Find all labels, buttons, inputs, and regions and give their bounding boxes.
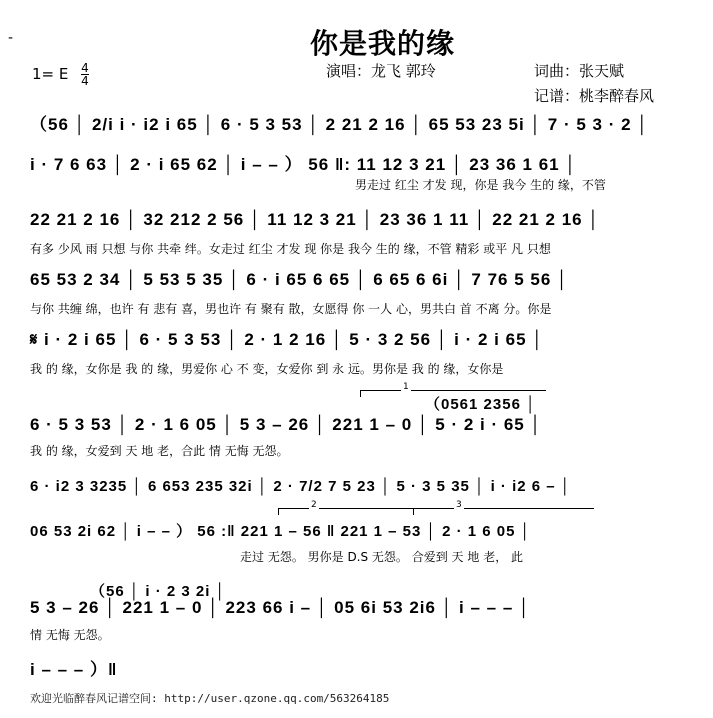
key-label: 1= E bbox=[32, 65, 69, 83]
interlude-overlay-1: （0561 2356 │ bbox=[425, 396, 537, 413]
score-row-3: 22 21 2 16 │ 32 212 2 56 │ 11 12 3 21 │ 23 36 1 11 │ 22 21 2 16 │ bbox=[30, 210, 600, 229]
time-signature bbox=[81, 62, 89, 87]
score-row-7: 6 · i2 3 3235 │ 6 653 235 32i │ 2 · 7/2 7 5 23 │ 5 · 3 5 35 │ i · i2 6 – │ bbox=[30, 478, 572, 495]
score-row-10: i – – – ）‖ bbox=[30, 660, 118, 679]
key-signature bbox=[32, 62, 89, 87]
score-row-2: i · 7 6 63 │ 2 · i 65 62 │ i – – ） 56 ‖: 11 12 3 21 │ 23 36 1 61 │ bbox=[30, 155, 577, 174]
score-row-1: （56 │ 2/i i · i2 i 65 │ 6 · 5 3 53 │ 2 21 2 16 │ 65 53 23 5i │ 7 · 5 3 · 2 │ bbox=[30, 115, 649, 134]
score-row-6: 6 · 5 3 53 │ 2 · 1 6 05 │ 5 3 – 26 │ 221 1 – 0 │ 5 · 2 i · 65 │ bbox=[30, 415, 543, 434]
time-numerator: 4 bbox=[81, 61, 89, 75]
lyric-row-3: 有多 少风 雨 只想 与你 共牵 绊。女走过 红尘 才发 现 你是 我今 生的 缘，不管 精彩 或平 凡 只想 bbox=[30, 242, 551, 256]
lyric-row-5: 我 的 缘，女你是 我 的 缘，男爱你 心 不 变，女爱你 到 永 远。男你是 我 的 缘，女你是 bbox=[30, 362, 504, 376]
singers-credit: 演唱：龙飞 郭玲 bbox=[326, 62, 436, 80]
score-row-9: 5 3 – 26 │ 221 1 – 0 │ 223 66 i – │ 05 6i 53 2i6 │ i – – – │ bbox=[30, 598, 531, 617]
corner-mark: - bbox=[8, 30, 14, 46]
lyric-row-2: 男走过 红尘 才发 现，你是 我今 生的 缘，不管 bbox=[355, 178, 606, 192]
volta-bracket-3: 3 bbox=[413, 508, 594, 515]
lyric-row-8: 走过 无怨。 男你是 D.S 无怨。 合爱到 天 地 老， 此 bbox=[240, 550, 524, 564]
volta-bracket-1: 1 bbox=[360, 390, 546, 397]
score-row-4: 65 53 2 34 │ 5 53 5 35 │ 6 · i 65 6 65 │ 6 65 6 6i │ 7 76 5 56 │ bbox=[30, 270, 569, 289]
lyric-row-6: 我 的 缘，女爱到 天 地 老，合此 情 无悔 无怨。 bbox=[30, 444, 289, 458]
time-denominator: 4 bbox=[81, 74, 89, 88]
lyric-row-4: 与你 共缠 绵，也许 有 悲有 喜，男也许 有 聚有 散，女愿得 你 一人 心，男共白 首 不离 分。你是 bbox=[30, 302, 552, 316]
footer-link-text: 欢迎光临醉春风记谱空间: http://user.qzone.qq.com/563264185 bbox=[30, 692, 390, 705]
interlude-overlay-2: （56 │ i · 2 3 2i │ bbox=[90, 583, 226, 600]
transcriber-credit: 记谱：桃李醉春风 bbox=[534, 87, 655, 105]
lyric-row-9: 情 无悔 无怨。 bbox=[30, 628, 110, 642]
page-title: 你是我的缘 bbox=[310, 27, 456, 60]
lyricist-credit: 词曲：张天赋 bbox=[534, 62, 625, 80]
volta-bracket-2: 2 bbox=[278, 508, 414, 515]
score-row-5: 𝄋 i · 2 i 65 │ 6 · 5 3 53 │ 2 · 1 2 16 │ 5 · 3 2 56 │ i · 2 i 65 │ bbox=[30, 330, 544, 349]
score-row-8: 06 53 2i 62 │ i – – ） 56 :‖ 221 1 – 56 ‖ 221 1 – 53 │ 2 · 1 6 05 │ bbox=[30, 523, 532, 540]
